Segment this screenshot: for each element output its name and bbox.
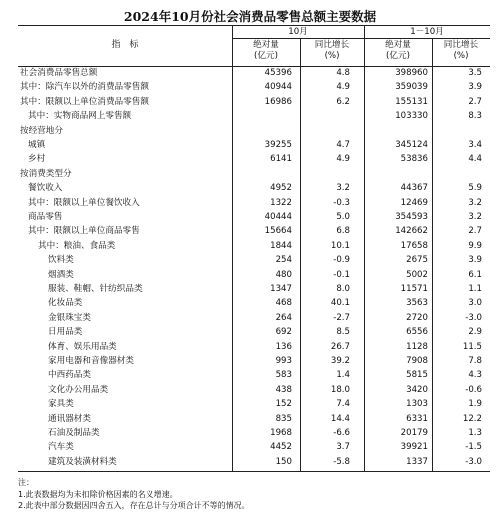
row-label: 服装、鞋帽、针纺织品类 [48,284,143,294]
value-ytd-cell: 11571 [400,284,428,294]
value-ytd-cell: 39921 [400,442,428,453]
row-label: 金银珠宝类 [48,312,91,323]
table-row [18,342,490,353]
table-row [18,284,490,295]
table-row [18,313,490,324]
growth-oct-cell: 4.9 [336,82,350,93]
growth-oct-cell: 39.2 [330,356,350,366]
abs-unit-1: (亿元) [254,51,278,61]
growth-oct-cell: 6.2 [336,96,350,107]
row-label: 其中：限额以上单位消费品零售额 [20,96,149,107]
table-row [18,126,490,137]
value-oct-cell: 39255 [264,140,292,150]
value-oct-cell: 4952 [270,183,292,194]
growth-header-1: 同比增长 [314,40,350,50]
growth-oct-cell: -0.3 [333,197,350,208]
growth-ytd-cell: 3.2 [468,212,482,222]
table-row [18,82,490,93]
growth-oct-cell: -5.8 [333,456,350,467]
growth-ytd-cell: 8.3 [468,111,482,122]
footnote-label: 注： [18,478,34,487]
table-row [18,169,490,180]
value-ytd-cell: 6556 [406,327,428,338]
value-oct-cell: 583 [275,370,292,381]
growth-oct-cell: 6.8 [336,226,350,237]
period-divider-rule [232,38,490,39]
value-oct-cell: 835 [275,413,292,424]
value-ytd-cell: 2675 [406,255,428,266]
table-row [18,97,490,108]
row-label: 烟酒类 [48,269,74,280]
growth-ytd-cell: 2.7 [468,96,482,107]
table-row [18,356,490,367]
value-ytd-cell: 345124 [395,140,428,150]
growth-ytd-cell: 3.5 [468,68,482,78]
table-row [18,183,490,194]
growth-oct-cell: 8.5 [336,327,350,338]
growth-oct-cell: 1.4 [336,370,350,381]
table-row [18,255,490,266]
footnote-2: 2.此表中部分数据因四舍五入，存在总计与分项合计不等的情况。 [18,501,250,510]
row-label: 石油及制品类 [48,428,100,438]
row-label: 家用电器和音像器材类 [48,356,134,366]
value-oct-cell: 136 [275,341,292,352]
table-row [18,327,490,338]
growth-oct-cell: 4.9 [336,154,350,165]
growth-ytd-cell: 3.2 [468,197,482,208]
value-ytd-cell: 1128 [406,341,428,352]
row-label: 建筑及装潢材料类 [48,456,117,467]
value-ytd-cell: 44367 [400,183,428,194]
value-ytd-cell: 20179 [400,428,428,438]
row-label: 通讯器材类 [48,413,91,424]
row-label: 饮料类 [48,255,74,266]
growth-oct-cell: 40.1 [330,298,350,309]
row-label: 餐饮收入 [28,183,63,194]
value-oct-cell: 152 [275,399,292,410]
growth-ytd-cell: 7.8 [468,356,482,366]
value-oct-cell: 692 [275,327,292,338]
row-label: 日用品类 [48,327,83,338]
growth-header-2: 同比增长 [443,40,479,50]
value-oct-cell: 993 [275,356,292,366]
value-oct-cell: 438 [275,384,292,395]
value-ytd-cell: 1337 [406,456,428,467]
growth-ytd-cell: 2.7 [468,226,482,237]
value-oct-cell: 468 [275,298,292,309]
row-label: 其中：限额以上单位餐饮收入 [28,197,140,208]
growth-oct-cell: -2.7 [333,312,350,323]
growth-oct-cell: 26.7 [330,341,350,352]
value-oct-cell: 40944 [264,82,292,93]
value-ytd-cell: 359039 [395,82,428,93]
value-oct-cell: 16986 [264,96,292,107]
value-oct-cell: 254 [275,255,292,266]
row-label: 汽车类 [48,442,74,453]
value-oct-cell: 1844 [270,240,292,251]
value-ytd-cell: 7908 [406,356,428,366]
value-oct-cell: 45396 [264,68,292,78]
table-row [18,154,490,165]
growth-oct-cell: 14.4 [330,413,350,424]
value-ytd-cell: 6331 [406,413,428,424]
row-label: 城镇 [28,140,46,150]
growth-oct-cell: 5.0 [336,212,350,222]
value-ytd-cell: 12469 [400,197,428,208]
row-label: 家具类 [48,399,74,410]
value-oct-cell: 264 [275,312,292,323]
growth-oct-cell: 18.0 [330,384,350,395]
row-label: 其中：实物商品网上零售额 [28,111,132,122]
value-oct-cell: 1322 [270,197,292,208]
value-oct-cell: 1347 [270,284,292,294]
value-oct-cell: 150 [275,456,292,467]
growth-oct-cell: 3.7 [336,442,350,453]
table-row [18,428,490,439]
growth-ytd-cell: -3.0 [465,456,482,467]
table-top-rule [18,25,490,26]
growth-ytd-cell: 5.9 [468,183,482,194]
growth-oct-cell: -0.1 [333,269,350,280]
value-oct-cell: 15664 [264,226,292,237]
table-row [18,140,490,151]
growth-unit-1: (%) [324,51,340,61]
growth-oct-cell: 3.2 [336,183,350,194]
row-label: 商品零售 [28,212,63,222]
value-oct-cell: 6141 [270,154,292,165]
value-ytd-cell: 142662 [395,226,428,237]
row-label: 其中：限额以上单位商品零售 [28,226,140,237]
value-oct-cell: 480 [275,269,292,280]
page-title: 2024年10月份社会消费品零售总额主要数据 [123,9,377,24]
value-oct-cell: 40444 [264,212,292,222]
value-ytd-cell: 17658 [400,240,428,251]
growth-ytd-cell: 12.2 [462,413,482,424]
table-row [18,68,490,79]
table-row [18,457,490,468]
growth-oct-cell: 7.4 [336,399,350,410]
table-row [18,212,490,223]
growth-ytd-cell: 4.3 [468,370,482,381]
value-ytd-cell: 3420 [406,384,428,395]
value-ytd-cell: 5002 [406,269,428,280]
header-bottom-rule [18,66,490,67]
indicator-header: 指 标 [111,40,139,50]
period1-header: 10月 [288,27,308,37]
abs-header-1: 绝对量 [253,40,279,50]
growth-ytd-cell: -1.5 [465,442,482,453]
value-ytd-cell: 2720 [406,312,428,323]
value-oct-cell: 4452 [270,442,292,453]
table-row [18,241,490,252]
growth-ytd-cell: 6.1 [468,269,482,280]
growth-oct-cell: 4.8 [336,68,350,78]
growth-ytd-cell: 4.4 [468,154,482,165]
value-ytd-cell: 53836 [400,154,428,165]
row-label: 化妆品类 [48,298,83,309]
growth-oct-cell: -6.6 [333,428,350,438]
value-ytd-cell: 155131 [395,96,428,107]
growth-ytd-cell: 2.9 [468,327,482,338]
growth-ytd-cell: 9.9 [468,240,482,251]
table-row [18,370,490,381]
growth-ytd-cell: 3.4 [468,140,482,150]
period2-header: 1－10月 [410,27,444,37]
growth-ytd-cell: 11.5 [462,341,482,352]
growth-ytd-cell: 3.0 [468,298,482,309]
row-label: 其中：粮油、食品类 [38,240,116,251]
growth-ytd-cell: 1.9 [468,399,482,410]
growth-ytd-cell: 3.9 [468,255,482,266]
table-row [18,298,490,309]
growth-oct-cell: 10.1 [330,240,350,251]
footnote-1: 1.此表数据均为未扣除价格因素的名义增速。 [18,489,178,499]
table-row [18,399,490,410]
table-row [18,226,490,237]
row-label: 文化办公用品类 [48,384,109,395]
value-ytd-cell: 3563 [406,298,428,309]
value-ytd-cell: 398960 [395,68,428,78]
growth-ytd-cell: 3.9 [468,82,482,93]
value-ytd-cell: 1303 [406,399,428,410]
abs-unit-2: (亿元) [386,51,410,61]
abs-header-2: 绝对量 [385,40,411,50]
value-ytd-cell: 354593 [395,212,428,222]
row-label: 按消费类型分 [20,168,72,179]
growth-oct-cell: 8.0 [336,284,350,294]
growth-oct-cell: 4.7 [336,140,350,150]
table-row [18,442,490,453]
row-label: 乡村 [28,154,46,165]
footnotes [18,477,250,512]
growth-ytd-cell: 1.3 [468,428,482,438]
growth-ytd-cell: -0.6 [465,384,482,395]
table-row [18,385,490,396]
row-label: 中西药品类 [48,370,91,381]
table-row [18,270,490,281]
table-row [18,414,490,425]
value-oct-cell: 1968 [270,428,292,438]
row-label: 按经营地分 [20,125,63,136]
row-label: 其中：除汽车以外的消费品零售额 [20,82,149,93]
growth-oct-cell: -0.9 [333,255,350,266]
growth-ytd-cell: 1.1 [468,284,482,294]
row-label: 社会消费品零售总额 [20,68,98,78]
table-row [18,111,490,122]
table-bottom-rule [18,471,490,472]
growth-unit-2: (%) [453,51,469,61]
value-ytd-cell: 5815 [406,370,428,381]
growth-ytd-cell: -3.0 [465,312,482,323]
row-label: 体育、娱乐用品类 [48,341,117,352]
table-row [18,198,490,209]
value-ytd-cell: 103330 [395,111,428,122]
